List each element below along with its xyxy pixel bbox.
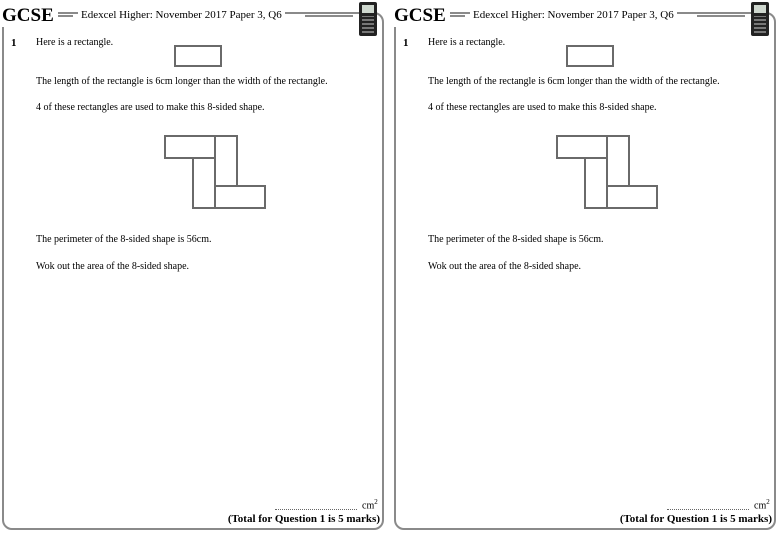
shape-rectangle — [215, 136, 237, 186]
answer-unit: $cm^2$ — [754, 498, 770, 512]
calculator-icon — [751, 2, 769, 36]
question-number: 1 — [403, 37, 409, 49]
total-marks: (Total for Question 1 is 5 marks) — [227, 513, 380, 525]
question-line-5: Wok out the area of the 8-sided shape. — [36, 261, 190, 272]
shape-rectangle — [607, 186, 657, 208]
question-line-3: 4 of these rectangles are used to make this 8-sided shape. — [428, 102, 657, 113]
answer-line[interactable] — [667, 509, 749, 510]
gcse-logo: GCSE — [2, 5, 58, 27]
worksheet-header — [2, 0, 387, 28]
eight-sided-shape-diagram — [554, 133, 660, 211]
worksheet-right — [394, 0, 779, 533]
worksheet-header — [394, 0, 779, 28]
gcse-logo: GCSE — [394, 5, 450, 27]
question-line-2: The length of the rectangle is 6cm longer than the width of the rectangle. — [428, 76, 720, 87]
header-divider — [305, 15, 353, 17]
question-line-5: Wok out the area of the 8-sided shape. — [428, 261, 582, 272]
shape-rectangle — [193, 158, 215, 208]
eight-sided-shape-diagram — [162, 133, 268, 211]
question-line-3: 4 of these rectangles are used to make this 8-sided shape. — [36, 102, 265, 113]
answer-line[interactable] — [275, 509, 357, 510]
question-number: 1 — [11, 37, 17, 49]
rectangle-diagram — [566, 45, 614, 67]
shape-rectangle — [557, 136, 607, 158]
question-line-4: The perimeter of the 8-sided shape is 56cm. — [428, 234, 604, 245]
header-title: Edexcel Higher: November 2017 Paper 3, Q6 — [470, 9, 677, 21]
calculator-icon — [359, 2, 377, 36]
answer-unit: $cm^2$ — [362, 498, 378, 512]
header-divider — [697, 15, 745, 17]
shape-rectangle — [607, 136, 629, 186]
question-line-1: Here is a rectangle. — [36, 37, 114, 48]
shape-rectangle — [215, 186, 265, 208]
worksheet-left — [2, 0, 387, 533]
shape-rectangle — [585, 158, 607, 208]
header-title: Edexcel Higher: November 2017 Paper 3, Q6 — [78, 9, 285, 21]
total-marks: (Total for Question 1 is 5 marks) — [619, 513, 772, 525]
question-line-1: Here is a rectangle. — [428, 37, 506, 48]
shape-rectangle — [165, 136, 215, 158]
rectangle-diagram — [174, 45, 222, 67]
question-line-4: The perimeter of the 8-sided shape is 56cm. — [36, 234, 212, 245]
question-line-2: The length of the rectangle is 6cm longer than the width of the rectangle. — [36, 76, 328, 87]
